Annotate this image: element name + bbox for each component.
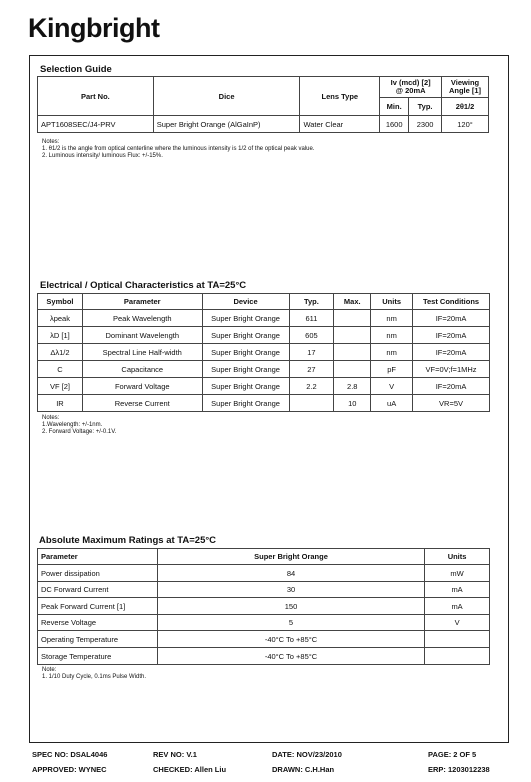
value-cell: -40°C To +85°C bbox=[157, 648, 424, 665]
parameter-cell: Peak Wavelength bbox=[82, 310, 202, 327]
part-number-cell: APT1608SEC/J4-PRV bbox=[38, 116, 154, 133]
header-iv-line2: @ 20mA bbox=[395, 86, 426, 95]
iv-typ-cell: 2300 bbox=[409, 116, 442, 133]
symbol-cell: λD [1] bbox=[38, 327, 83, 344]
note-line: 1.Wavelength: +/-1nm. bbox=[42, 422, 103, 428]
parameter-cell: Operating Temperature bbox=[38, 631, 158, 648]
selection-guide-title: Selection Guide bbox=[40, 64, 112, 75]
device-cell: Super Bright Orange bbox=[202, 310, 289, 327]
typ-cell: 611 bbox=[289, 310, 334, 327]
typ-cell: 2.2 bbox=[289, 378, 334, 395]
table-row bbox=[38, 598, 490, 615]
header-viewing-angle bbox=[442, 77, 489, 98]
units-cell: V bbox=[425, 615, 490, 631]
table-row bbox=[38, 378, 490, 395]
header-min: Min. bbox=[380, 98, 409, 116]
drawn-by: DRAWN: C.H.Han bbox=[272, 765, 335, 774]
header-viewing-line1: Viewing bbox=[450, 78, 480, 87]
test-cell: IF=20mA bbox=[413, 344, 490, 361]
symbol-cell: VF [2] bbox=[38, 378, 83, 395]
header-parameter: Parameter bbox=[38, 549, 158, 565]
checked-by: CHECKED: Allen Liu bbox=[153, 765, 227, 774]
header-units: Units bbox=[425, 549, 490, 565]
revision-number: REV NO: V.1 bbox=[153, 750, 197, 759]
parameter-cell: Forward Voltage bbox=[82, 378, 202, 395]
test-cell: VF=0V;f=1MHz bbox=[413, 361, 490, 378]
device-cell: Super Bright Orange bbox=[202, 395, 289, 412]
electrical-notes bbox=[42, 415, 116, 436]
max-cell: 2.8 bbox=[334, 378, 371, 395]
dice-cell: Super Bright Orange (AlGaInP) bbox=[153, 116, 300, 133]
symbol-cell: λpeak bbox=[38, 310, 83, 327]
electrical-table bbox=[37, 293, 490, 412]
units-cell: mW bbox=[425, 565, 490, 582]
table-row bbox=[38, 310, 490, 327]
units-cell: mA bbox=[425, 598, 490, 615]
viewing-angle-cell: 120° bbox=[442, 116, 489, 133]
header-symbol: Symbol bbox=[38, 294, 83, 310]
max-cell bbox=[334, 344, 371, 361]
units-cell bbox=[425, 648, 490, 665]
absolute-ratings-table bbox=[37, 548, 490, 665]
parameter-cell: Reverse Current bbox=[82, 395, 202, 412]
value-cell: 150 bbox=[157, 598, 424, 615]
absolute-ratings-title: Absolute Maximum Ratings at TA=25°C bbox=[39, 535, 217, 546]
table-row bbox=[38, 582, 490, 598]
iv-min-cell: 1600 bbox=[380, 116, 409, 133]
note-line: Note: bbox=[42, 667, 57, 673]
spec-number: SPEC NO: DSAL4046 bbox=[32, 750, 108, 759]
units-cell: nm bbox=[371, 344, 413, 361]
typ-cell bbox=[289, 395, 334, 412]
header-typ: Typ. bbox=[409, 98, 442, 116]
device-cell: Super Bright Orange bbox=[202, 361, 289, 378]
document-date: DATE: NOV/23/2010 bbox=[272, 750, 342, 759]
device-cell: Super Bright Orange bbox=[202, 344, 289, 361]
parameter-cell: Peak Forward Current [1] bbox=[38, 598, 158, 615]
note-line: 1. 1/10 Duty Cycle, 0.1ms Pulse Width. bbox=[42, 674, 147, 680]
note-line: 2. Forward Voltage: +/-0.1V. bbox=[42, 429, 117, 435]
absolute-notes bbox=[42, 667, 146, 681]
header-device: Device bbox=[202, 294, 289, 310]
parameter-cell: Reverse Voltage bbox=[38, 615, 158, 631]
table-row bbox=[38, 615, 490, 631]
parameter-cell: Storage Temperature bbox=[38, 648, 158, 665]
max-cell bbox=[334, 310, 371, 327]
approved-by: APPROVED: WYNEC bbox=[32, 765, 107, 774]
typ-cell: 17 bbox=[289, 344, 334, 361]
header-max: Max. bbox=[334, 294, 371, 310]
value-cell: -40°C To +85°C bbox=[157, 631, 424, 648]
brand-logo: Kingbright bbox=[28, 13, 160, 43]
value-cell: 5 bbox=[157, 615, 424, 631]
table-row bbox=[38, 565, 490, 582]
table-row bbox=[38, 395, 490, 412]
header-dice: Dice bbox=[153, 77, 300, 116]
table-row bbox=[38, 344, 490, 361]
note-line: 2. Luminous intensity/ luminous Flux: +/-15%. bbox=[42, 153, 163, 159]
typ-cell: 605 bbox=[289, 327, 334, 344]
typ-cell: 27 bbox=[289, 361, 334, 378]
max-cell bbox=[334, 327, 371, 344]
lens-type-cell: Water Clear bbox=[300, 116, 380, 133]
symbol-cell: IR bbox=[38, 395, 83, 412]
units-cell: V bbox=[371, 378, 413, 395]
parameter-cell: Power dissipation bbox=[38, 565, 158, 582]
selection-guide-table bbox=[37, 76, 489, 133]
test-cell: IF=20mA bbox=[413, 310, 490, 327]
test-cell: IF=20mA bbox=[413, 378, 490, 395]
selection-notes bbox=[42, 139, 315, 160]
test-cell: VR=5V bbox=[413, 395, 490, 412]
units-cell: mA bbox=[425, 582, 490, 598]
parameter-cell: Spectral Line Half-width bbox=[82, 344, 202, 361]
value-cell: 84 bbox=[157, 565, 424, 582]
note-line: Notes: bbox=[42, 139, 60, 145]
header-super-bright-orange: Super Bright Orange bbox=[157, 549, 424, 565]
units-cell: pF bbox=[371, 361, 413, 378]
symbol-cell: Δλ1/2 bbox=[38, 344, 83, 361]
header-2theta: 2θ1/2 bbox=[442, 98, 489, 116]
note-line: 1. θ1/2 is the angle from optical centerline where the luminous intensity is 1/2 of the optical peak value. bbox=[42, 146, 315, 152]
value-cell: 30 bbox=[157, 582, 424, 598]
header-viewing-line2: Angle [1] bbox=[448, 86, 482, 95]
test-cell: IF=20mA bbox=[413, 327, 490, 344]
header-test-conditions: Test Conditions bbox=[413, 294, 490, 310]
header-units: Units bbox=[371, 294, 413, 310]
units-cell: nm bbox=[371, 327, 413, 344]
symbol-cell: C bbox=[38, 361, 83, 378]
header-typ: Typ. bbox=[289, 294, 334, 310]
parameter-cell: DC Forward Current bbox=[38, 582, 158, 598]
units-cell bbox=[425, 631, 490, 648]
erp-number: ERP: 1203012238 bbox=[428, 765, 490, 774]
table-row bbox=[38, 327, 490, 344]
table-row bbox=[38, 631, 490, 648]
header-part-no: Part No. bbox=[38, 77, 154, 116]
header-iv bbox=[380, 77, 442, 98]
table-row bbox=[38, 648, 490, 665]
header-lens-type: Lens Type bbox=[300, 77, 380, 116]
units-cell: uA bbox=[371, 395, 413, 412]
device-cell: Super Bright Orange bbox=[202, 378, 289, 395]
max-cell bbox=[334, 361, 371, 378]
page-number: PAGE: 2 OF 5 bbox=[428, 750, 477, 759]
parameter-cell: Dominant Wavelength bbox=[82, 327, 202, 344]
electrical-title: Electrical / Optical Characteristics at TA=25°C bbox=[40, 280, 247, 291]
parameter-cell: Capacitance bbox=[82, 361, 202, 378]
note-line: Notes: bbox=[42, 415, 60, 421]
header-iv-line1: Iv (mcd) [2] bbox=[390, 78, 431, 87]
device-cell: Super Bright Orange bbox=[202, 327, 289, 344]
table-row bbox=[38, 361, 490, 378]
header-parameter: Parameter bbox=[82, 294, 202, 310]
units-cell: nm bbox=[371, 310, 413, 327]
max-cell: 10 bbox=[334, 395, 371, 412]
